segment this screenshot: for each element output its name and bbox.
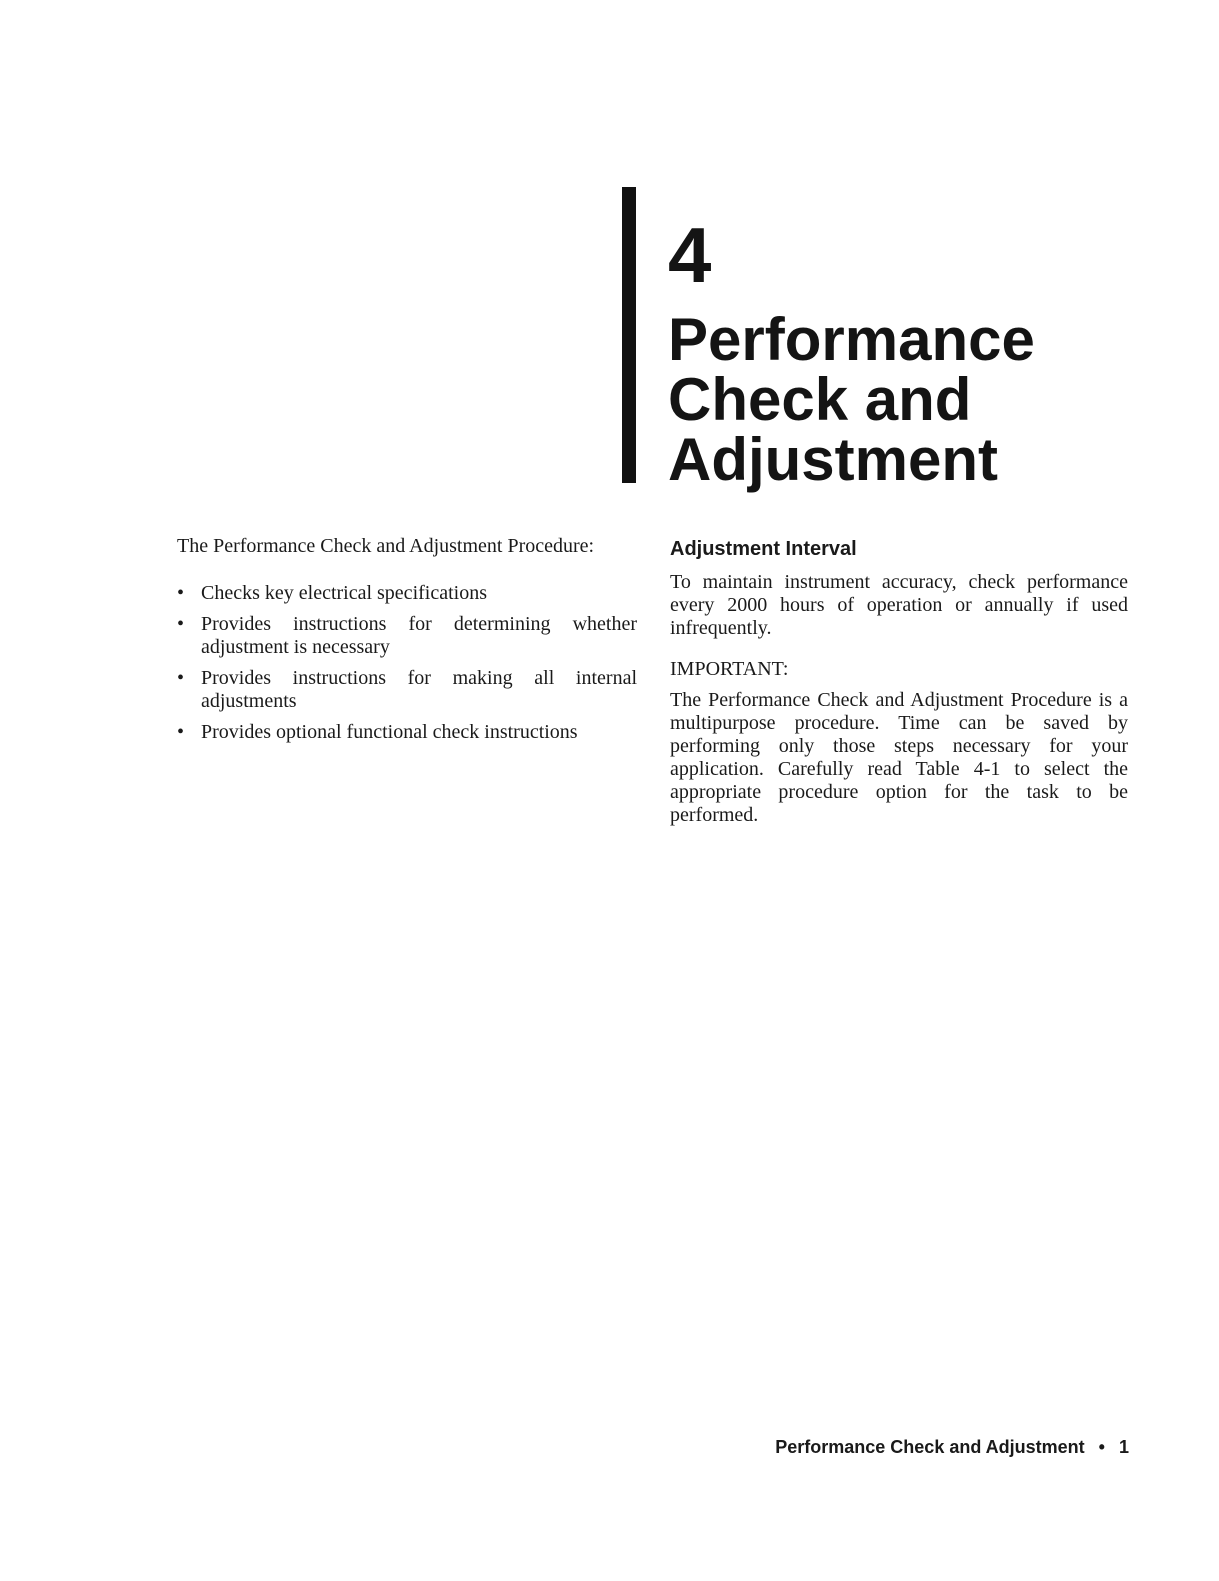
bullet-icon: • xyxy=(177,721,185,743)
bullet-icon: • xyxy=(177,582,185,604)
bullet-icon: • xyxy=(177,613,185,635)
page-number: 1 xyxy=(1118,1437,1129,1457)
chapter-title-line: Performance xyxy=(668,306,1035,373)
list-item-text: Provides instructions for determining whether adjustment is necessary xyxy=(201,613,637,658)
chapter-title xyxy=(668,306,1188,493)
list-item-text: Provides optional functional check instructions xyxy=(201,721,578,743)
adjustment-interval-text: To maintain instrument accuracy, check performance every 2000 hours of operation or annually if used infrequently. xyxy=(670,571,1128,639)
list-item xyxy=(177,667,637,713)
right-column xyxy=(670,537,1128,845)
chapter-number: 4 xyxy=(668,211,712,299)
adjustment-interval-heading: Adjustment Interval xyxy=(670,538,857,560)
chapter-title-line: Adjustment xyxy=(668,426,998,493)
chapter-bar xyxy=(622,187,636,483)
footer-separator: • xyxy=(1098,1437,1105,1457)
page-footer xyxy=(775,1437,1129,1458)
procedure-bullet-list xyxy=(177,582,637,744)
list-item xyxy=(177,721,637,744)
chapter-title-line: Check and xyxy=(668,366,972,433)
footer-title: Performance Check and Adjustment xyxy=(775,1437,1085,1457)
left-column xyxy=(177,535,637,752)
list-item xyxy=(177,582,637,605)
important-text: The Performance Check and Adjustment Procedure is a multipurpose procedure. Time can be saved by performing only those steps necessary for your application. Carefully read Table 4-1 to select the appropriate procedure option for the task to be performed. xyxy=(670,689,1128,826)
important-label: IMPORTANT: xyxy=(670,658,789,680)
procedure-intro: The Performance Check and Adjustment Procedure: xyxy=(177,535,595,557)
list-item-text: Checks key electrical specifications xyxy=(201,582,487,604)
bullet-icon: • xyxy=(177,667,185,689)
list-item-text: Provides instructions for making all internal adjustments xyxy=(201,667,637,712)
list-item xyxy=(177,613,637,659)
